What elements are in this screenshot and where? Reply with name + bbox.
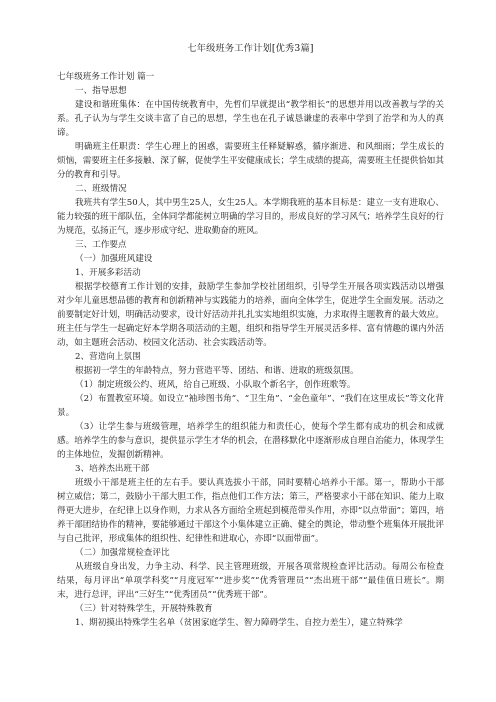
section-1-heading: 一、指导思想 <box>75 86 127 96</box>
section-3a-heading: （一）加强班风建设 <box>75 254 153 264</box>
section-3a1-paragraph: 根据学校德育工作计划的安排，鼓励学生参加学校社团组织，引导学生开展各项实践活动以增强对少年儿童思想品德的教育和创新精神与实践能力的培养，面向全体学生，促进学生全面发展。活动之前要制定好计划，明确活动要求，设计好活动并扎扎实实地组织实施，力求取得主题教育的最大效应。班主任与学生一起确定好本学期各项活动的主题，组织和指导学生开展灵活多样、富有情趣的课内外活动，如主题班会活动、校园文化活动、社会实践活动等。 <box>57 282 444 348</box>
section-3a3-paragraph: 班级小干部是班主任的左右手。要认真选拔小干部，同时要精心培养小干部。第一，帮助小干部树立威信；第二，鼓励小干部大胆工作，指点他们工作方法；第三，严格要求小干部在知识、能力上取得更大进步，在纪律上以身作则，力求从各方面给全班起到模范带头作用，亦即“以点带面”；第四，培养干部团结协作的精神，要能够通过干部这个小集体建立正确、健全的舆论，带动整个班集体开展批评与自己批评，形成集体的组织性、纪律性和进取心，亦即“以面带面”。 <box>57 478 444 544</box>
section-1-paragraph-2: 明确班主任职责：学生心理上的困惑，需要班主任释疑解惑，循序渐进、和风细雨；学生成长的烦恼，需要班主任多接触、深了解，促使学生平安健康成长；学生成绩的提高，需要班主任提供恰如其分的教育和引导。 <box>57 142 444 180</box>
section-3c-item-1: 1、期初摸出特殊学生名单（贫困家庭学生、智力障碍学生、自控力差生），建立特殊学 <box>75 618 403 628</box>
section-3a2-paragraph: 根据初一学生的年龄特点，努力营造平等、团结、和谐、进取的班级氛围。 <box>75 366 359 376</box>
section-3a3-heading: 3、培养杰出班干部 <box>75 464 150 474</box>
document-title: 七年级班务工作计划[优秀3篇] <box>187 43 314 54</box>
section-3b-heading: （二）加强常规检查评比 <box>75 548 170 558</box>
section-3-heading: 三、工作要点 <box>75 240 127 250</box>
section-3a1-heading: 1、开展多彩活动 <box>75 268 141 278</box>
plan-subtitle: 七年级班务工作计划 篇一 <box>57 72 155 82</box>
section-3a2-item-1: （1）制定班级公约、班风，给自己班级、小队取个新名字，创作班歌等。 <box>75 380 356 390</box>
section-2-heading: 二、班级情况 <box>75 184 127 194</box>
section-3a2-item-2: （2）布置教室环境。如设立“袖珍图书角”、“卫生角”、“金色童年”、“我们在这里成长”等文化背景。 <box>57 394 444 418</box>
section-1-paragraph-1: 建设和谐班集体：在中国传统教育中，先哲们早就提出“教学相长”的思想并用以改善教与学的关系。孔子认为与学生交谈丰富了自己的思想，学生也在孔子诚恳谦虚的表率中学到了治学和为人的真谛。 <box>57 100 444 138</box>
section-2-paragraph-1: 我班共有学生50人，其中男生25人，女生25人。本学期我班的基本目标是：建立一支有进取心、能力较强的班干部队伍，全体同学都能树立明确的学习目的，形成良好的学习风气；培养学生良好的行为规范，弘扬正气，逐步形成守纪、进取勤奋的班风。 <box>57 198 444 236</box>
section-3b-paragraph: 从班级自身出发，力争主动、科学、民主管理班级，开展各项常规检查评比活动。每周公布检查结果，每月评出“单项学科奖”“月度冠军”“进步奖”“优秀管理员”“杰出班干部”“最佳值日班长”。期末，进行总评，评出“三好生”“优秀团员”“优秀班干部”。 <box>57 562 444 600</box>
section-3a2-item-3: （3）让学生参与班级管理，培养学生的组织能力和责任心，使每个学生都有成功的机会和成就感。培养学生的参与意识，提供显示学生才华的机会，在潜移默化中逐渐形成自理自治能力，体现学生的主体地位，发掘创新精神。 <box>57 422 444 460</box>
section-3a2-heading: 2、营造向上氛围 <box>75 352 141 362</box>
section-3c-heading: （三）针对特殊学生，开展特殊教育 <box>75 604 213 614</box>
